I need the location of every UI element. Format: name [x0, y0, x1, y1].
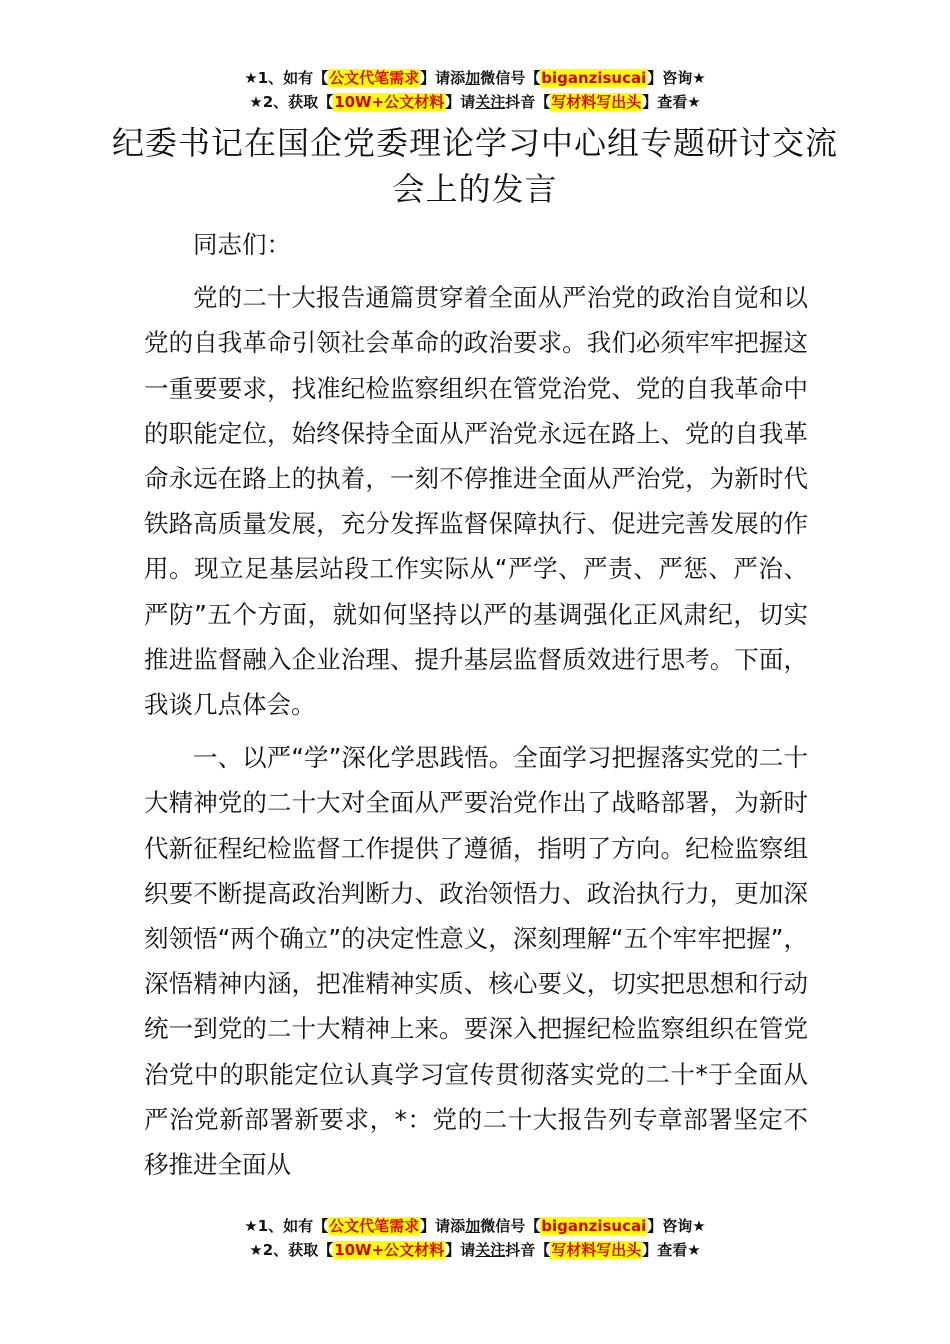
banner-text: 】咨询★ — [647, 1217, 706, 1235]
banner-highlight: 10W+公文材料 — [334, 1241, 445, 1259]
document-title: 纪委书记在国企党委理论学习中心组专题研讨交流会上的发言 — [111, 124, 838, 208]
paragraph: 一、以严“学”深化学思践悟。全面学习把握落实党的二十大精神党的二十大对全面从严要治党作出了战略部署，为新时代新征程纪检监督工作提供了遵循，指明了方向。纪检监察组织要不断提高政治判断力、政治领悟力、政治执行力，更加深刻领悟“两个确立”的决定性意义，深刻理解“五个牢牢把握”，深悟精神内涵，把准精神实质、核心要义，切实把思想和行动统一到党的二十大精神上来。要深入把握纪检监察组织在管党治党中的职能定位认真学习宣传贯彻落实党的二十*于全面从严治党新部署新要求，*：党的二十大报告列专章部署坚定不移推进全面从 — [144, 743, 808, 1180]
banner-text: 】请添 — [420, 69, 466, 87]
banner-highlight: biganzisucai — [541, 1217, 647, 1235]
banner-text: 微信号【 — [480, 69, 541, 87]
banner-text: ★2、获取【 — [249, 93, 334, 111]
banner-underline: 加 — [465, 69, 481, 87]
banner-text: 】咨询★ — [647, 69, 706, 87]
salutation: 同志们： — [193, 230, 291, 259]
footer-banner — [0, 1214, 950, 1262]
banner-text: ★1、如有【 — [244, 1217, 329, 1235]
document-body — [144, 222, 808, 1187]
banner-text: ★2、获取【 — [249, 1241, 334, 1259]
paragraph: 党的二十大报告通篇贯穿着全面从严治党的政治自觉和以党的自我革命引领社会革命的政治要求。我们必须牢牢把握这一重要要求，找准纪检监察组织在管党治党、党的自我革命中的职能定位，始终保持全面从严治党永远在路上、党的自我革命永远在路上的执着，一刻不停推进全面从严治党，为新时代铁路高质量发展，充分发挥监督保障执行、促进完善发展的作用。现立足基层站段工作实际从“严学、严责、严惩、严治、严防”五个方面，就如何坚持以严的基调强化正风肃纪，切实推进监督融入企业治理、提升基层监督质效进行思考。下面，我谈几点体会。 — [144, 283, 808, 720]
banner-text: 抖音【 — [505, 1241, 551, 1259]
banner-underline: 关注 — [475, 1241, 506, 1259]
banner-underline: 加 — [465, 1217, 481, 1235]
banner-underline: 关注 — [475, 93, 506, 111]
banner-highlight: 写材料写出头 — [551, 1241, 642, 1259]
banner-highlight: biganzisucai — [541, 69, 647, 87]
banner-line-1 — [0, 66, 950, 90]
banner-text: 】查看★ — [642, 93, 701, 111]
banner-line-2 — [0, 90, 950, 114]
banner-text: 抖音【 — [505, 93, 551, 111]
banner-line-2 — [0, 1238, 950, 1262]
banner-text: 】查看★ — [642, 1241, 701, 1259]
header-banner — [0, 66, 950, 114]
banner-text: 微信号【 — [480, 1217, 541, 1235]
banner-line-1 — [0, 1214, 950, 1238]
banner-text: 】请 — [445, 1241, 476, 1259]
banner-text: 】请 — [445, 93, 476, 111]
banner-highlight: 公文代笔需求 — [329, 69, 420, 87]
banner-highlight: 公文代笔需求 — [329, 1217, 420, 1235]
banner-text: ★1、如有【 — [244, 69, 329, 87]
banner-text: 】请添 — [420, 1217, 466, 1235]
banner-highlight: 写材料写出头 — [551, 93, 642, 111]
banner-highlight: 10W+公文材料 — [334, 93, 445, 111]
